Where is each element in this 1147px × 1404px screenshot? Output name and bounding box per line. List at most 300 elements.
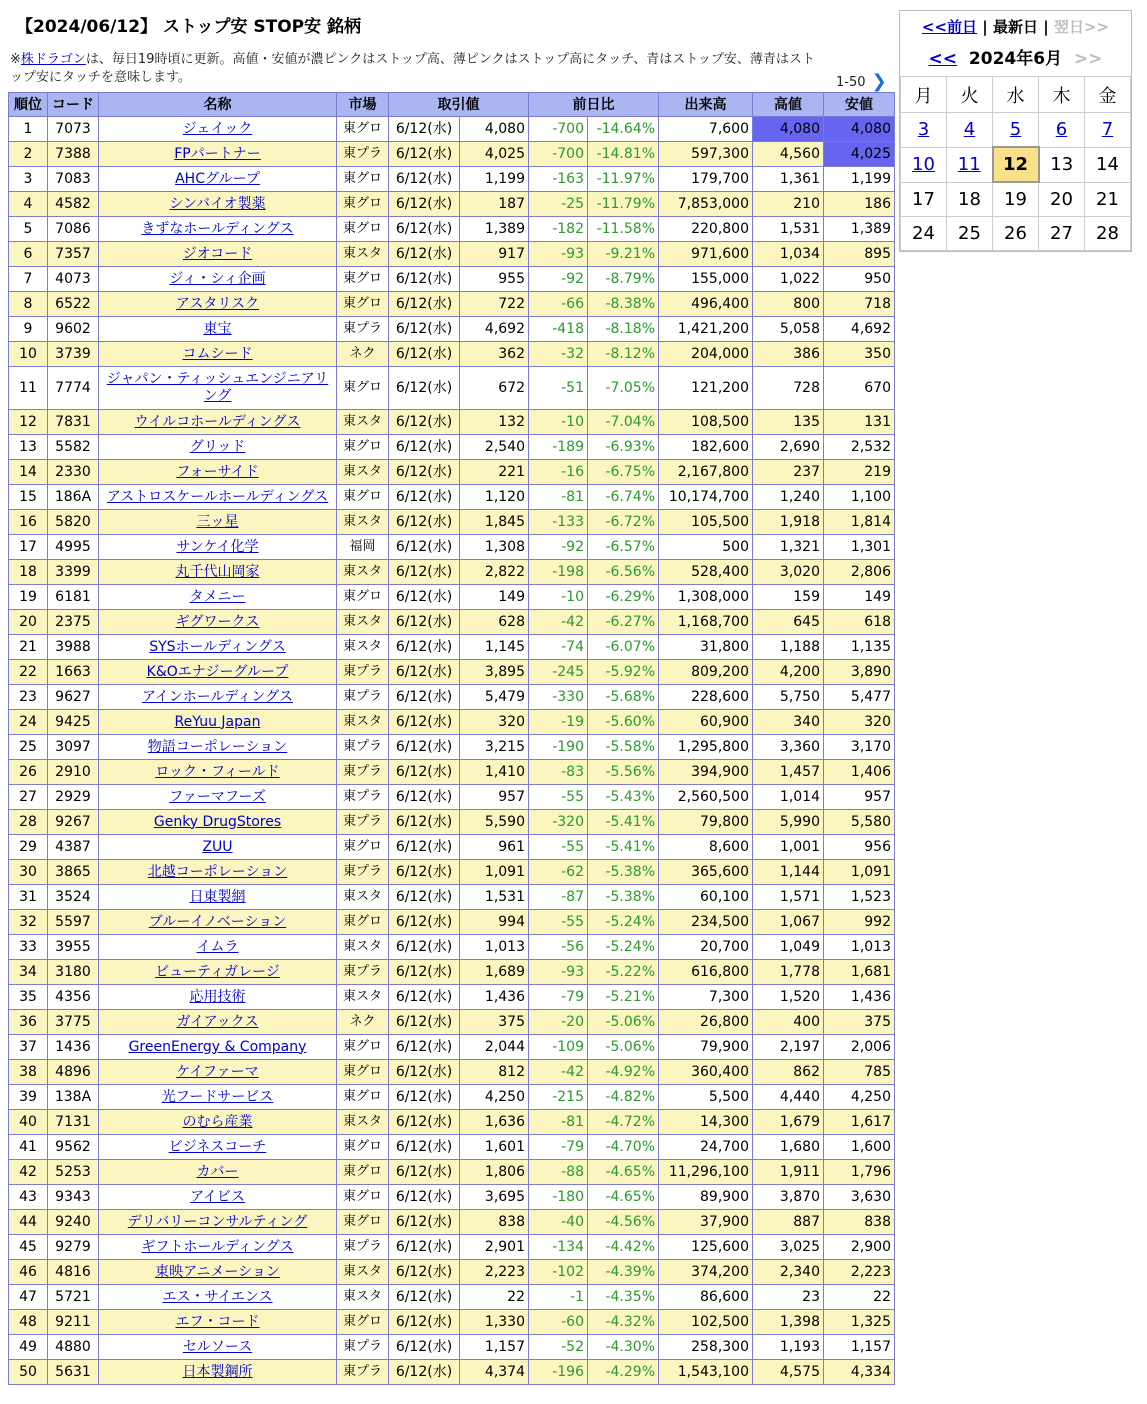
stock-name-link[interactable]: グリッド [189, 438, 246, 455]
stock-name-link[interactable]: コムシード [182, 345, 253, 362]
calendar-day: 26 [993, 217, 1039, 251]
cell-code: 3524 [48, 885, 99, 910]
stock-name-link[interactable]: ビューティガレージ [155, 963, 280, 980]
cell-high: 1,240 [753, 485, 824, 510]
cell-price: 1,689 [460, 960, 529, 985]
cell-high: 1,778 [753, 960, 824, 985]
table-row [9, 410, 895, 435]
stock-name-link[interactable]: 物語コーポレーション [147, 738, 288, 755]
cell-change-pct: -6.07% [588, 635, 659, 660]
cell-change: -92 [529, 267, 588, 292]
cell-date: 6/12(水) [389, 342, 460, 367]
cell-high: 4,080 [753, 117, 824, 142]
cell-price: 3,895 [460, 660, 529, 685]
cell-name [99, 910, 337, 935]
calendar-day [1085, 113, 1131, 148]
cell-price: 2,223 [460, 1260, 529, 1285]
stock-name-link[interactable]: ギグワークス [175, 613, 260, 630]
cell-change: -20 [529, 1010, 588, 1035]
cell-date: 6/12(水) [389, 192, 460, 217]
cell-volume: 496,400 [659, 292, 753, 317]
cell-change: -42 [529, 1060, 588, 1085]
cell-date: 6/12(水) [389, 1160, 460, 1185]
cell-code: 2929 [48, 785, 99, 810]
stock-name-link[interactable]: 応用技術 [189, 988, 246, 1005]
cell-date: 6/12(水) [389, 1285, 460, 1310]
cell-low: 1,199 [824, 167, 895, 192]
cell-high: 4,200 [753, 660, 824, 685]
cell-date: 6/12(水) [389, 885, 460, 910]
weekday-wed: 水 [993, 77, 1039, 113]
cell-change: -198 [529, 560, 588, 585]
calendar-day-link[interactable]: 7 [1101, 119, 1114, 141]
cell-code: 7073 [48, 117, 99, 142]
stock-name-link[interactable]: デリバリーコンサルティング [127, 1213, 308, 1230]
cell-market: 東グロ [337, 485, 389, 510]
stock-name-link[interactable]: 北越コーポレーション [147, 863, 288, 880]
table-row [9, 710, 895, 735]
cell-change-pct: -4.42% [588, 1235, 659, 1260]
cell-change-pct: -6.57% [588, 535, 659, 560]
cell-code: 7774 [48, 367, 99, 410]
stock-name-link[interactable]: ZUU [202, 838, 233, 855]
cell-date: 6/12(水) [389, 935, 460, 960]
prev-month-link[interactable]: << [928, 49, 957, 69]
stock-name-link[interactable]: セルソース [182, 1338, 253, 1355]
cell-change-pct: -5.68% [588, 685, 659, 710]
cell-change: -10 [529, 410, 588, 435]
table-row [9, 885, 895, 910]
cell-date: 6/12(水) [389, 510, 460, 535]
cell-volume: 24,700 [659, 1135, 753, 1160]
cell-low: 375 [824, 1010, 895, 1035]
table-row [9, 1310, 895, 1335]
cell-low: 1,796 [824, 1160, 895, 1185]
cell-change-pct: -9.21% [588, 242, 659, 267]
cell-market: 東グロ [337, 1060, 389, 1085]
cell-date: 6/12(水) [389, 560, 460, 585]
cell-market: 東プラ [337, 810, 389, 835]
calendar-day: 21 [1085, 182, 1131, 217]
table-row [9, 935, 895, 960]
cell-rank: 29 [9, 835, 48, 860]
cell-price: 957 [460, 785, 529, 810]
prev-day-link[interactable]: <<前日 [921, 18, 978, 36]
cell-name [99, 267, 337, 292]
cell-low: 957 [824, 785, 895, 810]
cell-name [99, 1160, 337, 1185]
col-change: 前日比 [529, 93, 659, 117]
cell-rank: 49 [9, 1335, 48, 1360]
cell-market: 東グロ [337, 435, 389, 460]
stock-name-link[interactable]: ブルーイノベーション [148, 913, 287, 930]
cell-rank: 1 [9, 117, 48, 142]
cell-change-pct: -4.65% [588, 1185, 659, 1210]
cell-volume: 234,500 [659, 910, 753, 935]
cell-volume: 809,200 [659, 660, 753, 685]
cell-change-pct: -4.32% [588, 1310, 659, 1335]
stock-name-link[interactable]: K&Oエナジーグループ [146, 663, 289, 680]
cell-change-pct: -8.12% [588, 342, 659, 367]
cell-change: -163 [529, 167, 588, 192]
cell-low: 1,091 [824, 860, 895, 885]
table-row [9, 785, 895, 810]
table-row [9, 267, 895, 292]
cell-change-pct: -5.92% [588, 660, 659, 685]
cell-low: 186 [824, 192, 895, 217]
stock-name-link[interactable]: のむら産業 [182, 1113, 253, 1130]
cell-date: 6/12(水) [389, 142, 460, 167]
cell-high: 4,440 [753, 1085, 824, 1110]
stock-name-link[interactable]: エス・サイエンス [162, 1288, 273, 1305]
cell-volume: 102,500 [659, 1310, 753, 1335]
cell-date: 6/12(水) [389, 1210, 460, 1235]
stock-name-link[interactable]: タメニー [189, 588, 246, 605]
cell-price: 187 [460, 192, 529, 217]
cell-market: 東スタ [337, 242, 389, 267]
calendar-day: 19 [993, 182, 1039, 217]
cell-price: 961 [460, 835, 529, 860]
cell-name [99, 685, 337, 710]
cell-date: 6/12(水) [389, 1110, 460, 1135]
cell-rank: 32 [9, 910, 48, 935]
table-row [9, 660, 895, 685]
stock-name-link[interactable]: ジィ・シィ企画 [169, 270, 266, 287]
cell-name [99, 1185, 337, 1210]
cell-rank: 46 [9, 1260, 48, 1285]
cell-change-pct: -5.22% [588, 960, 659, 985]
cell-code: 5582 [48, 435, 99, 460]
cell-change-pct: -8.79% [588, 267, 659, 292]
cell-low: 4,692 [824, 317, 895, 342]
stock-name-link[interactable]: 丸千代山岡家 [175, 563, 260, 580]
calendar-day-link[interactable]: 11 [957, 154, 981, 175]
cell-rank: 31 [9, 885, 48, 910]
cell-rank: 8 [9, 292, 48, 317]
table-row [9, 292, 895, 317]
stock-name-link[interactable]: イムラ [196, 938, 239, 955]
calendar-day-link[interactable]: 4 [963, 119, 976, 141]
cell-market: 東グロ [337, 910, 389, 935]
cell-market: 東グロ [337, 1160, 389, 1185]
cell-change: -62 [529, 860, 588, 885]
cell-high: 1,457 [753, 760, 824, 785]
cell-name [99, 142, 337, 167]
cell-change: -215 [529, 1085, 588, 1110]
cell-low: 1,157 [824, 1335, 895, 1360]
cell-date: 6/12(水) [389, 760, 460, 785]
cell-low: 5,477 [824, 685, 895, 710]
cell-change-pct: -14.81% [588, 142, 659, 167]
cell-date: 6/12(水) [389, 1035, 460, 1060]
cell-date: 6/12(水) [389, 710, 460, 735]
cell-code: 1663 [48, 660, 99, 685]
cell-change-pct: -8.38% [588, 292, 659, 317]
cell-name [99, 810, 337, 835]
calendar-grid [900, 76, 1131, 251]
cell-change: -102 [529, 1260, 588, 1285]
col-low: 安値 [824, 93, 895, 117]
cell-date: 6/12(水) [389, 735, 460, 760]
table-row [9, 535, 895, 560]
cell-rank: 26 [9, 760, 48, 785]
stock-name-link[interactable]: SYSホールディングス [149, 638, 286, 655]
cell-change: -196 [529, 1360, 588, 1385]
stop-low-table [8, 92, 895, 1385]
cell-code: 5721 [48, 1285, 99, 1310]
cell-volume: 204,000 [659, 342, 753, 367]
cell-low: 131 [824, 410, 895, 435]
cell-price: 838 [460, 1210, 529, 1235]
cell-price: 1,436 [460, 985, 529, 1010]
cell-name [99, 1060, 337, 1085]
cell-name [99, 167, 337, 192]
cell-date: 6/12(水) [389, 167, 460, 192]
cell-name [99, 935, 337, 960]
stock-name-link[interactable]: サンケイ化学 [176, 538, 259, 555]
table-row [9, 217, 895, 242]
stock-name-link[interactable]: ジャパン・ティッシュエンジニアリング [106, 371, 329, 404]
calendar-days [901, 113, 1131, 251]
cell-market: 東グロ [337, 1185, 389, 1210]
cell-rank: 9 [9, 317, 48, 342]
table-row [9, 1085, 895, 1110]
stock-name-link[interactable]: ケイファーマ [176, 1063, 259, 1080]
cell-code: 6181 [48, 585, 99, 610]
cell-change: -79 [529, 985, 588, 1010]
cell-rank: 2 [9, 142, 48, 167]
stock-name-link[interactable]: ガイアックス [176, 1013, 259, 1030]
cell-name [99, 660, 337, 685]
table-row [9, 1210, 895, 1235]
cell-date: 6/12(水) [389, 1335, 460, 1360]
cell-price: 812 [460, 1060, 529, 1085]
cell-change-pct: -5.38% [588, 860, 659, 885]
cell-high: 3,360 [753, 735, 824, 760]
cell-change-pct: -7.05% [588, 367, 659, 410]
stock-name-link[interactable]: シンバイオ製薬 [169, 195, 266, 212]
cell-code: 3097 [48, 735, 99, 760]
calendar-day [901, 147, 947, 182]
cell-price: 4,080 [460, 117, 529, 142]
calendar-day-link[interactable]: 5 [1009, 119, 1022, 140]
stock-name-link[interactable]: 三ッ星 [196, 513, 239, 530]
cell-high: 159 [753, 585, 824, 610]
cell-price: 994 [460, 910, 529, 935]
cell-high: 862 [753, 1060, 824, 1085]
calendar-day: 17 [901, 182, 947, 217]
cell-high: 1,022 [753, 267, 824, 292]
stock-name-link[interactable]: エフ・コード [175, 1313, 260, 1330]
stock-name-link[interactable]: GreenEnergy & Company [128, 1038, 307, 1055]
table-row [9, 167, 895, 192]
cell-date: 6/12(水) [389, 1260, 460, 1285]
cell-change-pct: -4.35% [588, 1285, 659, 1310]
weekday-row [901, 77, 1131, 113]
cell-high: 1,520 [753, 985, 824, 1010]
stock-name-link[interactable]: 東映アニメーション [155, 1263, 280, 1280]
stock-name-link[interactable]: カバー [196, 1163, 239, 1180]
cell-volume: 360,400 [659, 1060, 753, 1085]
cell-change: -245 [529, 660, 588, 685]
cell-price: 1,199 [460, 167, 529, 192]
cell-price: 132 [460, 410, 529, 435]
cell-change-pct: -4.56% [588, 1210, 659, 1235]
cell-market: 東スタ [337, 710, 389, 735]
cell-market: 東プラ [337, 142, 389, 167]
cell-high: 3,020 [753, 560, 824, 585]
calendar [899, 10, 1132, 252]
cell-volume: 7,300 [659, 985, 753, 1010]
cell-change-pct: -5.60% [588, 710, 659, 735]
cell-change: -55 [529, 910, 588, 935]
cell-name [99, 435, 337, 460]
cell-volume: 31,800 [659, 635, 753, 660]
table-row [9, 860, 895, 885]
cell-change-pct: -6.74% [588, 485, 659, 510]
stock-name-link[interactable]: 東宝 [203, 320, 232, 337]
cell-change: -320 [529, 810, 588, 835]
calendar-day: 28 [1085, 217, 1131, 251]
stock-name-link[interactable]: 日本製鋼所 [182, 1363, 253, 1380]
cell-market: 東グロ [337, 192, 389, 217]
cell-high: 2,340 [753, 1260, 824, 1285]
cell-rank: 6 [9, 242, 48, 267]
stock-name-link[interactable]: Genky DrugStores [153, 813, 282, 830]
cell-price: 5,590 [460, 810, 529, 835]
stock-name-link[interactable]: 光フードサービス [161, 1088, 274, 1105]
cell-change-pct: -4.72% [588, 1110, 659, 1135]
cell-rank: 40 [9, 1110, 48, 1135]
cell-rank: 37 [9, 1035, 48, 1060]
stock-name-link[interactable]: アストロスケールホールディングス [106, 488, 329, 505]
cell-volume: 79,900 [659, 1035, 753, 1060]
table-row [9, 1110, 895, 1135]
cell-low: 956 [824, 835, 895, 860]
stock-name-link[interactable]: 日東製網 [189, 888, 246, 905]
stock-name-link[interactable]: ReYuu Japan [174, 713, 261, 730]
cell-date: 6/12(水) [389, 660, 460, 685]
calendar-day [901, 113, 947, 148]
cell-low: 2,223 [824, 1260, 895, 1285]
cell-low: 5,580 [824, 810, 895, 835]
cell-name [99, 460, 337, 485]
cell-date: 6/12(水) [389, 485, 460, 510]
cell-code: 3988 [48, 635, 99, 660]
day-nav [900, 11, 1131, 44]
cell-change-pct: -4.82% [588, 1085, 659, 1110]
cell-price: 1,845 [460, 510, 529, 535]
cell-high: 400 [753, 1010, 824, 1035]
cell-market: 東スタ [337, 1260, 389, 1285]
stock-name-link[interactable]: AHCグループ [175, 170, 260, 187]
cell-name [99, 192, 337, 217]
cell-name [99, 1135, 337, 1160]
cell-code: 3955 [48, 935, 99, 960]
cell-code: 4995 [48, 535, 99, 560]
cell-market: 東プラ [337, 1235, 389, 1260]
cell-volume: 121,200 [659, 367, 753, 410]
cell-change: -81 [529, 1110, 588, 1135]
cell-market: 東スタ [337, 1285, 389, 1310]
cell-high: 5,058 [753, 317, 824, 342]
cell-change-pct: -5.24% [588, 935, 659, 960]
stock-name-link[interactable]: ジェイック [182, 120, 253, 137]
calendar-day-link[interactable]: 10 [912, 154, 935, 175]
cell-change-pct: -6.56% [588, 560, 659, 585]
table-row [9, 1135, 895, 1160]
cell-price: 2,540 [460, 435, 529, 460]
stock-name-link[interactable]: ジオコード [182, 245, 253, 262]
next-page-icon[interactable]: ❯ [871, 71, 887, 92]
stock-name-link[interactable]: ウイルコホールディングス [134, 413, 301, 430]
calendar-day-link[interactable]: 6 [1055, 119, 1068, 141]
cell-market: 東スタ [337, 1110, 389, 1135]
cell-price: 1,120 [460, 485, 529, 510]
table-row [9, 510, 895, 535]
cell-date: 6/12(水) [389, 1360, 460, 1385]
cell-high: 1,531 [753, 217, 824, 242]
table-row [9, 1060, 895, 1085]
cell-low: 1,600 [824, 1135, 895, 1160]
cell-date: 6/12(水) [389, 435, 460, 460]
col-high: 高値 [753, 93, 824, 117]
cell-high: 1,034 [753, 242, 824, 267]
stock-name-link[interactable]: ファーマフーズ [169, 788, 266, 805]
stock-name-link[interactable]: アイビス [190, 1188, 245, 1205]
cell-low: 4,250 [824, 1085, 895, 1110]
cell-change: -109 [529, 1035, 588, 1060]
cell-change-pct: -6.72% [588, 510, 659, 535]
stock-name-link[interactable]: アスタリスク [175, 295, 260, 312]
cell-code: 4387 [48, 835, 99, 860]
table-row [9, 560, 895, 585]
cell-rank: 27 [9, 785, 48, 810]
cell-date: 6/12(水) [389, 685, 460, 710]
cell-volume: 108,500 [659, 410, 753, 435]
stock-name-link[interactable]: ロック・フィールド [155, 763, 280, 780]
calendar-day-link[interactable]: 3 [917, 119, 930, 141]
stock-name-link[interactable]: きずなホールディングス [141, 220, 294, 237]
stock-name-link[interactable]: アインホールディングス [142, 688, 293, 705]
cell-code: 9267 [48, 810, 99, 835]
table-row [9, 1185, 895, 1210]
cell-volume: 616,800 [659, 960, 753, 985]
cell-code: 9211 [48, 1310, 99, 1335]
cell-low: 4,334 [824, 1360, 895, 1385]
stock-name-link[interactable]: フォーサイド [176, 463, 259, 480]
stock-name-link[interactable]: ギフトホールディングス [141, 1238, 294, 1255]
cell-low: 1,681 [824, 960, 895, 985]
cell-market: 東プラ [337, 1360, 389, 1385]
table-body [9, 117, 895, 1385]
kabu-dragon-link[interactable]: 株ドラゴン [20, 52, 86, 67]
calendar-day: 18 [947, 182, 993, 217]
cell-high: 1,571 [753, 885, 824, 910]
cell-change-pct: -5.56% [588, 760, 659, 785]
cell-date: 6/12(水) [389, 460, 460, 485]
cell-code: 5820 [48, 510, 99, 535]
cell-change: -1 [529, 1285, 588, 1310]
cell-low: 3,630 [824, 1185, 895, 1210]
stock-name-link[interactable]: FPパートナー [174, 145, 261, 162]
cell-rank: 41 [9, 1135, 48, 1160]
cell-change-pct: -11.58% [588, 217, 659, 242]
table-row [9, 117, 895, 142]
stock-name-link[interactable]: ビジネスコーチ [168, 1138, 267, 1155]
cell-low: 950 [824, 267, 895, 292]
cell-price: 1,601 [460, 1135, 529, 1160]
